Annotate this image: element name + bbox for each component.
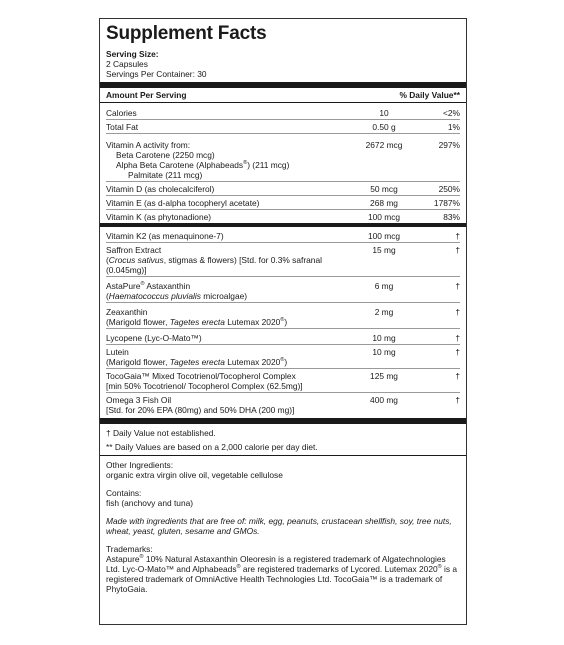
nutrient-amount: 0.50 g: [372, 122, 396, 132]
dv-header: % Daily Value**: [399, 90, 460, 100]
nutrient-amount: 10: [379, 108, 389, 118]
nutrient-amount: 2672 mcg: [365, 140, 403, 150]
ingredient-row-saffron: Saffron Extract (Crocus sativus, stigmas & flowers) [Std. for 0.3% safranal (0.045mg)] 15 mg †: [106, 245, 460, 275]
ingredient-row-tocogaia: TocoGaia™ Mixed Tocotrienol/Tocopherol Complex [min 50% Tocotrienol/ Tocopherol Complex (62.5mg)] 125 mg †: [106, 371, 460, 391]
trademarks-label: Trademarks:: [106, 544, 153, 554]
footnote-dv: ** Daily Values are based on a 2,000 calorie per day diet.: [106, 442, 318, 452]
nutrient-row: Vitamin D (as cholecalciferol) 50 mcg 250%: [106, 184, 460, 194]
ingredient-row-omega3: Omega 3 Fish Oil [Std. for 20% EPA (80mg) and 50% DHA (200 mg)] 400 mg †: [106, 395, 460, 415]
nutrient-row: Vitamin E (as d-alpha tocopheryl acetate) 268 mg 1787%: [106, 198, 460, 208]
ingredient-row-lutein: Lutein (Marigold flower, Tagetes erecta Lutemax 2020®) 10 mg †: [106, 347, 460, 367]
serving-size-label: Serving Size:: [106, 49, 159, 59]
servings-per-container: Servings Per Container: 30: [106, 69, 207, 79]
ingredient-row-zeaxanthin: Zeaxanthin (Marigold flower, Tagetes erecta Lutemax 2020®) 2 mg †: [106, 303, 460, 329]
other-ingredients: [106, 456, 460, 480]
amount-header: Amount Per Serving: [106, 90, 187, 100]
supplement-facts-panel: [99, 18, 467, 625]
contains-label: Contains:: [106, 488, 142, 498]
table-header: [106, 88, 460, 102]
footnotes: [106, 424, 460, 455]
ingredient-row-astapure: AstaPure® Astaxanthin (Haematococcus pluvialis microalgae) 6 mg †: [106, 277, 460, 303]
nutrient-row: [106, 120, 460, 134]
ingredient-row: Vitamin K2 (as menaquinone-7) 100 mcg †: [106, 227, 460, 243]
nutrient-name: Total Fat: [106, 122, 139, 132]
nutrient-name: Vitamin A activity from: Beta Carotene (2250 mcg) Alpha Beta Carotene (Alphabeads®) (211 mcg) Palmitate (211 mcg): [106, 140, 290, 180]
nutrient-dv: <2%: [443, 108, 460, 118]
serving-size-value: 2 Capsules: [106, 59, 148, 69]
nutrient-name: Calories: [106, 108, 137, 118]
other-ingredients-label: Other Ingredients:: [106, 460, 174, 470]
nutrient-row-vitamin-a: [106, 134, 460, 182]
contains-value: fish (anchovy and tuna): [106, 498, 194, 508]
serving-info: [106, 49, 460, 79]
ingredient-row: Lycopene (Lyc-O-Mato™) 10 mg †: [106, 329, 460, 345]
trademarks: [106, 536, 460, 594]
footnote-dagger: † Daily Value not established.: [106, 428, 216, 438]
nutrient-row: [106, 103, 460, 120]
allergen-note: Made with ingredients that are free of: milk, egg, peanuts, crustacean shellfish, soy, tree nuts, wheat, yeast, gluten, sesame and GMOs.: [106, 516, 452, 536]
trademarks-text: Astapure® 10% Natural Astaxanthin Oleoresin is a registered trademark of Algatechnologies Ltd. Lyc-O-Mato™ and Alphabeads® are registered trademarks of Lycored. Lutemax 2020® is a registered trademark of OmniActive Health Technologies Ltd. TocoGaia™ is a trademark of PhytoGaia.: [106, 554, 458, 594]
contains: [106, 480, 460, 508]
nutrient-dv: 1%: [447, 122, 460, 132]
panel-title: Supplement Facts: [106, 23, 267, 44]
nutrient-dv: 297%: [438, 140, 460, 150]
nutrient-row: Vitamin K (as phytonadione) 100 mcg 83%: [106, 212, 460, 222]
other-ingredients-value: organic extra virgin olive oil, vegetable cellulose: [106, 470, 283, 480]
